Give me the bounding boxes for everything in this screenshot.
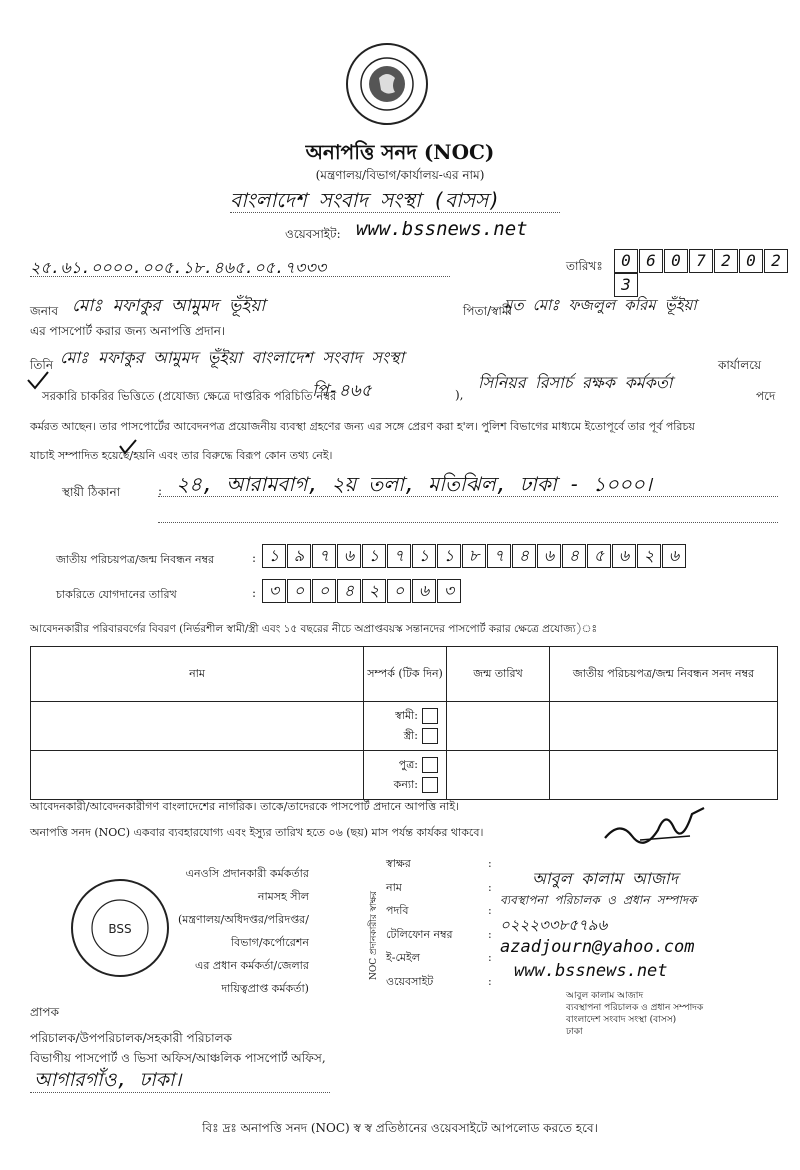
footer-note: বিঃ দ্রঃ অনাপত্তি সনদ (NOC) স্ব স্ব প্রতিষ্ঠানের ওয়েবসাইটে আপলোড করতে হবে। — [202, 1121, 598, 1135]
name-label: নাম — [386, 880, 402, 894]
citizenship-statement: আবেদনকারী/আবেদনকারীগণ বাংলাদেশের নাগরিক। তাকে/তাদেরকে পাসপোর্ট প্রদানে আপত্তি নাই। — [30, 800, 460, 813]
website-label: ওয়েবসাইট: — [285, 227, 341, 241]
memo-number: ২৫.৬১.০০০০.০০৫.১৮.৪৬৫.০৫.৭৩৩৩ — [30, 258, 327, 277]
joining-digit-box: ৬ — [412, 579, 436, 603]
date-digit-box: 6 — [639, 249, 663, 273]
page-title: অনাপত্তি সনদ (NOC) — [305, 140, 495, 164]
bss-round-stamp — [68, 876, 172, 980]
rel-son-label: পুত্র: — [398, 758, 418, 771]
date-digit-box: 2 — [714, 249, 738, 273]
joining-digit-box: ০ — [387, 579, 411, 603]
date-digit-box: 7 — [689, 249, 713, 273]
nid-digit-box: ২ — [637, 544, 661, 568]
joining-date-boxes — [262, 579, 462, 603]
joining-digit-box: ৪ — [337, 579, 361, 603]
issuer-line: এনওসি প্রদানকারী কর্মকর্তার — [185, 867, 309, 880]
id-close-paren: ), — [455, 388, 464, 402]
phone-label: টেলিফোন নম্বর — [386, 927, 453, 941]
issuer-line: (মন্ত্রণালয়/অধিদপ্তর/পরিদপ্তর/ — [178, 913, 309, 926]
date-boxes — [614, 249, 800, 297]
father-label: পিতা/স্বামী — [463, 304, 512, 318]
official-id-value: পি-৪৬৫ — [312, 381, 372, 401]
stamp-line: ব্যবস্থাপনা পরিচালক ও প্রধান সম্পাদক — [566, 1003, 704, 1013]
family-name-cell — [31, 751, 364, 800]
email-label: ই-মেইল — [386, 951, 420, 964]
nid-digit-box: ১ — [437, 544, 461, 568]
joining-digit-box: ০ — [312, 579, 336, 603]
nid-digit-box: ৬ — [537, 544, 561, 568]
date-digit-box: 0 — [739, 249, 763, 273]
address-label: স্থায়ী ঠিকানা — [62, 485, 121, 499]
nid-digit-box: ৬ — [337, 544, 361, 568]
relation-cell — [364, 702, 447, 751]
office-value: মোঃ মফাকুর আমুমদ ভূঁইয়া বাংলাদেশ সংবাদ সংস্থা — [60, 348, 405, 367]
official-id-label: সরকারি চাকরির ভিত্তিতে (প্রযোজ্য ক্ষেত্রে দাপ্তরিক পরিচিতি নম্বর — [42, 389, 337, 403]
issuer-email: azadjourn@yahoo.com — [500, 937, 695, 957]
recipient-underline — [30, 1092, 330, 1093]
website-value: www.bssnews.net — [356, 218, 528, 240]
wife-checkbox[interactable] — [422, 728, 438, 744]
stamp-line: ঢাকা — [566, 1027, 583, 1037]
page-subtitle: (মন্ত্রণালয়/বিভাগ/কার্যালয়-এর নাম) — [315, 168, 485, 182]
rel-wife-label: স্ত্রী: — [403, 729, 418, 742]
daughter-checkbox[interactable] — [422, 777, 438, 793]
issuer-line: নামসহ সীল — [257, 890, 309, 903]
org-name-underline — [230, 212, 560, 213]
issuer-vertical-note: NOC প্রদানকারীর স্বাক্ষর — [369, 890, 379, 980]
family-table — [30, 646, 778, 800]
joining-digit-box: ০ — [287, 579, 311, 603]
nid-boxes — [262, 544, 687, 568]
office-suffix: কার্যালয়ে — [718, 358, 762, 372]
janab-label: জনাব — [30, 304, 59, 318]
issuer-left-text — [178, 862, 309, 1000]
joining-colon: : — [252, 586, 257, 600]
family-nid-cell — [550, 751, 778, 800]
issuer-phone: ০২২২৩৩৮৫৭৯৬ — [500, 916, 608, 934]
family-name-cell — [31, 702, 364, 751]
issuer-website: www.bssnews.net — [514, 961, 668, 981]
son-checkbox[interactable] — [422, 757, 438, 773]
address-colon: : — [158, 484, 163, 498]
nid-digit-box: ১ — [362, 544, 386, 568]
office-label: তিনি — [30, 358, 54, 372]
col-name-header: নাম — [31, 647, 364, 702]
applicant-name: মোঃ মফাকুর আমুমদ ভূঁইয়া — [72, 296, 266, 316]
rel-daughter-label: কন্যা: — [393, 778, 418, 791]
issuer-name: আবুল কালাম আজাদ — [532, 869, 679, 888]
issuer-colons: : : : : : : — [488, 857, 492, 988]
address-value: ২৪, আরামবাগ, ২য় তলা, মতিঝিল, ঢাকা - ১০০০। — [176, 472, 652, 496]
issuer-labels — [386, 852, 453, 993]
date-digit-box: 2 — [764, 249, 788, 273]
recipient-to: প্রাপক — [30, 1005, 59, 1019]
signature-label: স্বাক্ষর — [386, 857, 411, 870]
designation-label: পদবি — [386, 904, 409, 917]
designation-suffix: পদে — [756, 389, 776, 403]
address-underline-1 — [158, 496, 778, 497]
handwritten-signature — [600, 800, 710, 854]
issuer-line: বিভাগ/কর্পোরেশন — [231, 936, 309, 949]
recipient-line1: পরিচালক/উপপরিচালক/সহকারী পরিচালক — [30, 1031, 232, 1045]
rel-husband-label: স্বামী: — [395, 709, 418, 722]
issuer-designation: ব্যবস্থাপনা পরিচালক ও প্রধান সম্পাদক — [500, 893, 697, 907]
father-name: মৃত মোঃ ফজলুল করিম ভূঁইয়া — [504, 296, 697, 314]
family-dob-cell — [447, 702, 550, 751]
date-digit-box: 3 — [614, 273, 638, 297]
date-label: তারিখঃ — [566, 259, 603, 273]
nid-digit-box: ৭ — [312, 544, 336, 568]
date-digit-box: 0 — [664, 249, 688, 273]
nid-digit-box: ৪ — [512, 544, 536, 568]
nid-digit-box: ৬ — [612, 544, 636, 568]
nid-digit-box: ৮ — [462, 544, 486, 568]
officer-stamp — [566, 990, 703, 1038]
family-intro: আবেদনকারীর পরিবারবর্গের বিবরণ (নির্ভরশীল স্বামী/স্ত্রী এবং ১৫ বছরের নীচে অপ্রাপ্তবয়স্ক সন্তানদের পাসপোর্ট করার ক্ষেত্রে প্রযোজ্য)ঃ — [30, 623, 598, 635]
nid-digit-box: ১ — [262, 544, 286, 568]
recipient-place: আগারগাঁও, ঢাকা। — [34, 1069, 182, 1091]
designation-value: সিনিয়র রিসার্চ রক্ষক কর্মকর্তা — [478, 373, 673, 392]
nid-digit-box: ৭ — [387, 544, 411, 568]
stamp-line: আবুল কালাম আজাদ — [566, 991, 644, 1001]
svg-text:BSS: BSS — [108, 922, 132, 936]
validity-statement: অনাপত্তি সনদ (NOC) একবার ব্যবহারযোগ্য এবং ইস্যুর তারিখ হতে ০৬ (ছয়) মাস পর্যন্ত কার্যকর থাকবে। — [30, 826, 484, 839]
joining-digit-box: ৩ — [437, 579, 461, 603]
nid-digit-box: ৯ — [287, 544, 311, 568]
col-relation-header: সম্পর্ক (টিক দিন) — [364, 647, 447, 702]
organization-name: বাংলাদেশ সংবাদ সংস্থা (বাসস) — [230, 188, 501, 212]
issuer-line: এর প্রধান কর্মকর্তা/জেলার — [194, 959, 309, 972]
col-nid-header: জাতীয় পরিচয়পত্র/জন্ম নিবন্ধন সনদ নম্বর — [550, 647, 778, 702]
family-dob-cell — [447, 751, 550, 800]
government-seal — [345, 42, 429, 126]
date-digit-box: 0 — [614, 249, 638, 273]
col-dob-header: জন্ম তারিখ — [447, 647, 550, 702]
nid-label: জাতীয় পরিচয়পত্র/জন্ম নিবন্ধন নম্বর — [56, 553, 215, 566]
nid-digit-box: ৪ — [562, 544, 586, 568]
nid-digit-box: ৬ — [662, 544, 686, 568]
issuer-line: দায়িত্বপ্রাপ্ত কর্মকর্তা) — [221, 982, 309, 995]
husband-checkbox[interactable] — [422, 708, 438, 724]
joining-digit-box: ২ — [362, 579, 386, 603]
joining-date-label: চাকরিতে যোগদানের তারিখ — [56, 588, 177, 601]
nid-digit-box: ৭ — [487, 544, 511, 568]
nid-colon: : — [252, 551, 257, 565]
recipient-line2: বিভাগীয় পাসপোর্ট ও ভিসা অফিস/আঞ্চলিক পাসপোর্ট অফিস, — [30, 1051, 326, 1065]
passport-line: এর পাসপোর্ট করার জন্য অনাপত্তি প্রদান। — [30, 324, 226, 338]
verification-paragraph: যাচাই সম্পাদিত হয়েছে/হয়নি এবং তার বিরুদ্ধে বিরূপ কোন তথ্য নেই। — [30, 449, 333, 462]
family-nid-cell — [550, 702, 778, 751]
memo-underline — [30, 276, 450, 277]
stamp-line: বাংলাদেশ সংবাদ সংস্থা (বাসস) — [566, 1015, 677, 1025]
joining-digit-box: ৩ — [262, 579, 286, 603]
nid-digit-box: ৫ — [587, 544, 611, 568]
relation-cell — [364, 751, 447, 800]
address-underline-2 — [158, 522, 778, 523]
website-field-label: ওয়েবসাইট — [386, 974, 434, 988]
forward-paragraph: কর্মরত আছেন। তার পাসপোর্টের আবেদনপত্র প্রয়োজনীয় ব্যবস্থা গ্রহণের জন্য এর সঙ্গে প্রেরণ করা হ'ল। পুলিশ বিভাগের মাধ্যমে ইতোপূর্বে তার পূর্ব পরিচয় — [30, 420, 695, 433]
nid-digit-box: ১ — [412, 544, 436, 568]
